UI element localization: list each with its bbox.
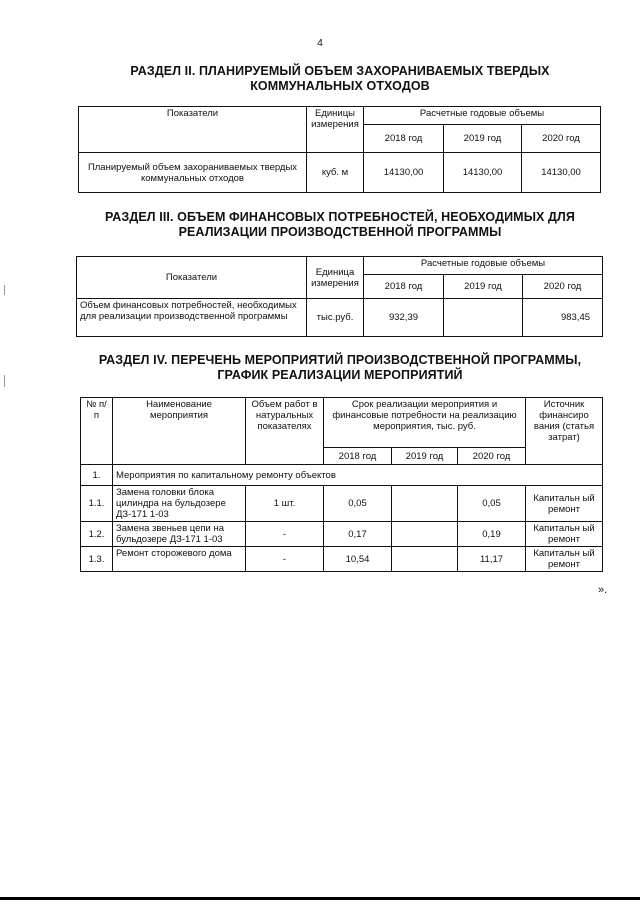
s3-row-2019 [444,299,523,337]
s3-header-2019: 2019 год [444,275,523,299]
s2-header-units: Единицы измерения [307,107,364,153]
section-2-title-line2: КОММУНАЛЬНЫХ ОТХОДОВ [250,79,430,93]
s4-row-2018: 0,05 [324,486,392,522]
s2-row-unit: куб. м [307,153,364,193]
section-3-table [76,256,603,337]
section-3-title-line2: РЕАЛИЗАЦИИ ПРОИЗВОДСТВЕННОЙ ПРОГРАММЫ [178,225,502,239]
s4-row-name: Замена звеньев цепи на бульдозере ДЗ-171 1-03 [113,522,246,547]
s3-row-unit: тыс.руб. [307,299,364,337]
s3-header-annual: Расчетные годовые объемы [364,257,603,275]
s2-header-2019: 2019 год [444,125,522,153]
s4-row-volume: - [246,522,324,547]
s3-row-2020: 983,45 [523,299,603,337]
s4-row-num: 1.2. [81,522,113,547]
s4-row-volume: - [246,547,324,572]
s3-header-2018: 2018 год [364,275,444,299]
s4-row-volume: 1 шт. [246,486,324,522]
s3-row-name: Объем финансовых потребностей, необходимых для реализации производственной программы [77,299,307,337]
s2-header-indicators: Показатели [79,107,307,153]
section-4-title-line2: ГРАФИК РЕАЛИЗАЦИИ МЕРОПРИЯТИЙ [217,368,463,382]
s4-row-source: Капитальн ый ремонт [526,547,603,572]
section-2-title [70,64,610,94]
section-4-title-line1: РАЗДЕЛ IV. ПЕРЕЧЕНЬ МЕРОПРИЯТИЙ ПРОИЗВОДСТВЕННОЙ ПРОГРАММЫ, [98,353,582,367]
s4-header-num: № п/п [81,398,113,465]
section-3-title-line1: РАЗДЕЛ III. ОБЪЕМ ФИНАНСОВЫХ ПОТРЕБНОСТЕЙ, НЕОБХОДИМЫХ ДЛЯ [104,210,576,224]
s4-row-2020: 11,17 [458,547,526,572]
s4-group-num: 1. [81,465,113,486]
s2-row-2019: 14130,00 [444,153,522,193]
s4-row-2018: 0,17 [324,522,392,547]
s4-header-term: Срок реализации мероприятия и финансовые потребности на реализацию мероприятия, тыс. руб. [324,398,526,448]
s4-row-num: 1.3. [81,547,113,572]
section-4-title [70,353,610,383]
s4-header-volume: Объем работ в натуральных показателях [246,398,324,465]
section-2-title-line1: РАЗДЕЛ II. ПЛАНИРУЕМЫЙ ОБЪЕМ ЗАХОРАНИВАЕМЫХ ТВЕРДЫХ [130,64,550,78]
s2-header-annual: Расчетные годовые объемы [364,107,601,125]
s2-row-2020: 14130,00 [522,153,601,193]
s4-header-2020: 2020 год [458,448,526,465]
s3-header-indicators: Показатели [77,257,307,299]
section-4-table [80,397,603,572]
scan-bottom-edge [0,897,640,900]
s3-header-unit: Единица измерения [307,257,364,299]
s4-row-2019 [392,522,458,547]
s4-row-source: Капитальн ый ремонт [526,486,603,522]
s4-header-name: Наименование мероприятия [113,398,246,465]
page-number: 4 [317,38,323,49]
s4-row-num: 1.1. [81,486,113,522]
s4-row-2019 [392,486,458,522]
table-row [81,486,603,522]
s4-group-name: Мероприятия по капитальному ремонту объектов [113,465,603,486]
s4-header-2018: 2018 год [324,448,392,465]
section-2-table [78,106,601,193]
s4-row-2018: 10,54 [324,547,392,572]
s2-header-2020: 2020 год [522,125,601,153]
s4-header-source: Источник финансиро вания (статья затрат) [526,398,603,465]
s2-row-name: Планируемый объем захораниваемых твердых коммунальных отходов [79,153,307,193]
scan-margin-mark [4,285,5,295]
scan-margin-mark [4,375,5,387]
s3-header-2020: 2020 год [523,275,603,299]
s4-row-2020: 0,05 [458,486,526,522]
table-row [81,547,603,572]
s3-row-2018: 932,39 [364,299,444,337]
s2-header-2018: 2018 год [364,125,444,153]
s4-row-source: Капитальн ый ремонт [526,522,603,547]
section-3-title [70,210,610,240]
s4-row-name: Ремонт сторожевого дома [113,547,246,572]
table-row [81,522,603,547]
s4-row-name: Замена головки блока цилиндра на бульдозере ДЗ-171 1-03 [113,486,246,522]
s4-header-2019: 2019 год [392,448,458,465]
closing-quote-mark: ». [598,584,608,596]
s2-row-2018: 14130,00 [364,153,444,193]
s4-row-2019 [392,547,458,572]
s4-row-2020: 0,19 [458,522,526,547]
